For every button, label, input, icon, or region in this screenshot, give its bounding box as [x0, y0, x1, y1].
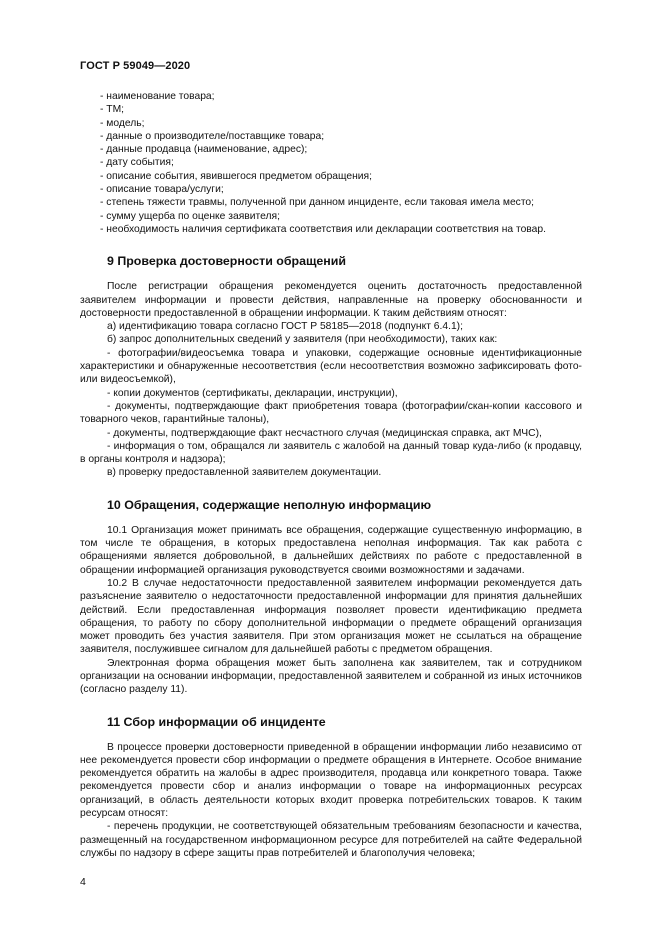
section-9-sub-item: - информация о том, обращался ли заявитель с жалобой на данный товар куда-либо (к продавцу, в органы контроля и надзора);: [80, 440, 582, 466]
document-body: [80, 90, 582, 860]
section-9-item-c: в) проверку предоставленной заявителем документации.: [107, 467, 382, 479]
standard-header: ГОСТ Р 59049—2020: [80, 60, 191, 72]
list-item: - описание товара/услуги;: [80, 183, 582, 196]
page-number: 4: [80, 876, 86, 888]
section-9-sub-item: - фотографии/видеосъемка товара и упаковки, содержащие основные идентификационные характеристики и обнаруженные несоответствия (если несоответствия возможно зафиксировать фото- или видеосъемкой),: [80, 347, 582, 386]
section-11-p1: В процессе проверки достоверности приведенной в обращении информации либо независимо от нее рекомендуется провести сбор информации о предмете обращения в Интернете. Особое внимание рекомендуется обратить на жалобы в адрес производителя, продавца или конкретного товара. Также рекомендуется провести сбор и анализ информации о товаре на информационных ресурсах организаций, в область деятельности которых входит проверка потребительских товаров. К таким ресурсам относят:: [80, 741, 582, 820]
list-item: - данные о производителе/поставщике товара;: [80, 130, 582, 143]
section-10-title: 10 Обращения, содержащие неполную информацию: [107, 497, 432, 512]
section-9-item-a: а) идентификацию товара согласно ГОСТ Р 58185—2018 (подпункт 6.4.1);: [107, 321, 463, 333]
section-11-title: 11 Сбор информации об инциденте: [107, 714, 326, 729]
list-item: - дату события;: [80, 156, 582, 169]
list-item: - наименование товара;: [80, 90, 582, 103]
list-item: - модель;: [80, 117, 582, 130]
list-item: - необходимость наличия сертификата соответствия или декларации соответствия на товар.: [80, 223, 582, 236]
section-9-sub-item: - копии документов (сертификаты, декларации, инструкции),: [107, 387, 398, 399]
section-10-p2: 10.2 В случае недостаточности предоставленной заявителем информации рекомендуется дать разъяснение заявителю о недостаточности предоставленной информации для принятия дальнейших действий. Если предоставленная информация позволяет провести идентификацию предмета обращения, то работу по сбору дополнительной информации о предмете обращений организация может проводить без участия заявителя. При этом организация может не ссылаться на обращение заявителя, послужившее сигналом для дальнейшей работы с предметом обращения.: [80, 577, 582, 656]
section-9-sub-item: - документы, подтверждающие факт несчастного случая (медицинская справка, акт МЧС),: [107, 427, 542, 439]
list-item: - данные продавца (наименование, адрес);: [80, 143, 582, 156]
section-9-sub-item: - документы, подтверждающие факт приобретения товара (фотографии/скан-копии кассового и товарного чеков, гарантийные талоны),: [80, 400, 582, 426]
section-9-title: 9 Проверка достоверности обращений: [107, 254, 347, 269]
list-item: - описание события, явившегося предметом обращения;: [80, 170, 582, 183]
list-item: - ТМ;: [80, 103, 582, 116]
section-11-p2: - перечень продукции, не соответствующей обязательным требованиям безопасности и качества, размещенный на государственном информационном ресурсе для потребителей на сайте Федеральной службы по надзору в сфере защиты прав потребителей и благополучия человека;: [80, 821, 582, 859]
section-9-item-b: б) запрос дополнительных сведений у заявителя (при необходимости), таких как:: [107, 334, 498, 346]
section-9-intro: После регистрации обращения рекомендуется оценить достаточность предоставленной заявителем информации и провести действия, направленные на проверку обоснованности и достоверности предоставленной в обращении информации. К таким действиям относят:: [80, 281, 582, 319]
section-10-p3: Электронная форма обращения может быть заполнена как заявителем, так и сотрудником организации на основании информации, предоставленной заявителем и собранной из иных источников (согласно разделу 11).: [80, 657, 582, 696]
top-list: [80, 90, 582, 236]
list-item: - степень тяжести травмы, полученной при данном инциденте, если таковая имела место;: [80, 196, 582, 209]
list-item: - сумму ущерба по оценке заявителя;: [80, 210, 582, 223]
section-10-p1: 10.1 Организация может принимать все обращения, содержащие существенную информацию, в том числе те обращения, в которых предоставлена неполная информация. Так как работа с обращениями является добровольной, в дальнейших действиях по работе с предоставленной в обращении информацией организация руководствуется своими возможностями и задачами.: [80, 524, 582, 576]
